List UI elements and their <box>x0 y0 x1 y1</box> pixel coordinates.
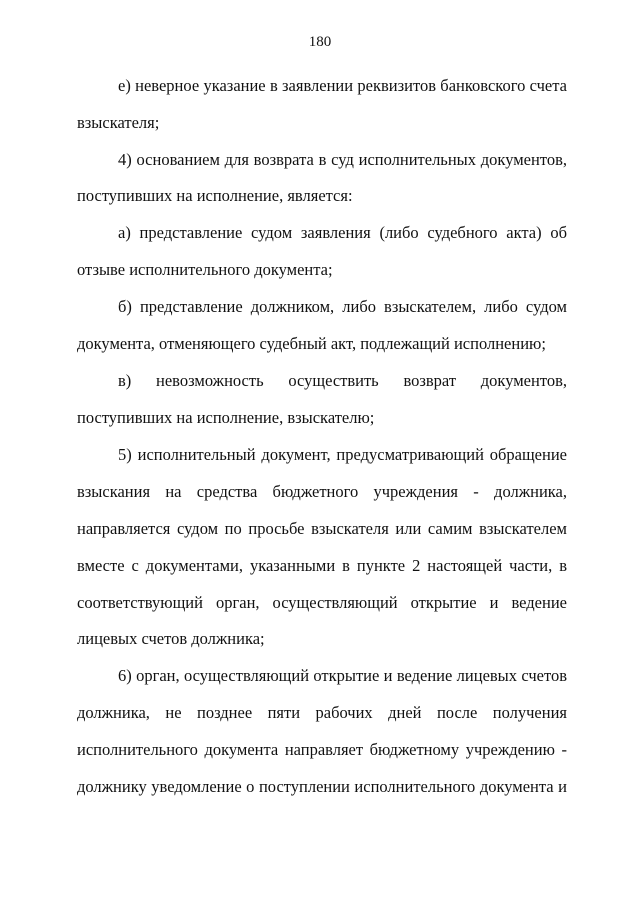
text-line: взыскания на средства бюджетного учреждения - должника, <box>77 482 567 501</box>
text-line: 6) орган, осуществляющий открытие и ведение лицевых счетов <box>118 666 567 685</box>
text-line: поступивших на исполнение, является: <box>77 186 353 205</box>
text-line: 4) основанием для возврата в суд исполнительных документов, <box>118 150 567 169</box>
text-line: взыскателя; <box>77 113 160 132</box>
text-line: отзыве исполнительного документа; <box>77 260 333 279</box>
text-line: вместе с документами, указанными в пункте 2 настоящей части, в <box>77 556 567 575</box>
text-line: е) неверное указание в заявлении реквизитов банковского счета <box>118 76 567 95</box>
text-line: соответствующий орган, осуществляющий открытие и ведение <box>77 593 567 612</box>
text-line: лицевых счетов должника; <box>77 629 265 648</box>
text-line: документа, отменяющего судебный акт, подлежащий исполнению; <box>77 334 546 353</box>
text-line: направляется судом по просьбе взыскателя или самим взыскателем <box>77 519 567 538</box>
text-line: поступивших на исполнение, взыскателю; <box>77 408 375 427</box>
text-line: 5) исполнительный документ, предусматривающий обращение <box>118 445 567 464</box>
text-line: должника, не позднее пяти рабочих дней после получения <box>77 703 567 722</box>
text-line: исполнительного документа направляет бюджетному учреждению - <box>77 740 567 759</box>
text-line: в) невозможность осуществить возврат документов, <box>118 371 567 390</box>
text-line: б) представление должником, либо взыскателем, либо судом <box>118 297 567 316</box>
text-line: а) представление судом заявления (либо судебного акта) об <box>118 223 567 242</box>
page-number: 180 <box>308 34 332 50</box>
text-line: должнику уведомление о поступлении исполнительного документа и <box>77 777 567 796</box>
